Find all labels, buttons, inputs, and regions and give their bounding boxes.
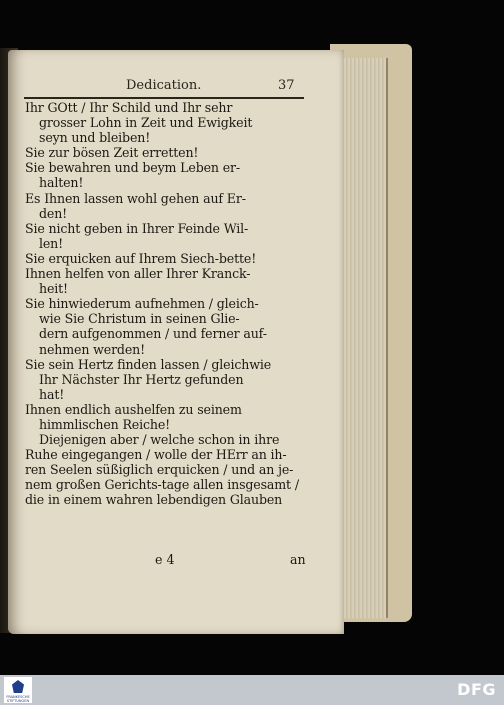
text-line: ren Seelen süßiglich erquicken / und an je- <box>25 462 294 478</box>
text-line: wie Sie Christum in seinen Glie- <box>39 311 240 327</box>
text-line: heit! <box>39 281 68 297</box>
signature-mark: e 4 <box>155 552 175 567</box>
text-line: seyn und bleiben! <box>39 130 151 146</box>
text-line: hat! <box>39 386 65 402</box>
text-line: grosser Lohn in Zeit und Ewigkeit <box>39 115 253 131</box>
institution-logo[interactable] <box>4 677 32 703</box>
text-line: dern aufgenommen / und ferner auf- <box>39 326 267 342</box>
text-line: Diejenigen aber / welche schon in ihre <box>39 432 280 448</box>
text-line: Ihnen helfen von aller Ihrer Kranck- <box>25 266 251 282</box>
text-line: Sie zur bösen Zeit erretten! <box>25 145 199 161</box>
body-text <box>25 100 305 508</box>
dfg-logo[interactable]: DFG <box>457 680 496 699</box>
catchword: an <box>290 552 306 567</box>
text-line: Es Ihnen lassen wohl gehen auf Er- <box>25 190 246 206</box>
page-number: 37 <box>278 78 295 93</box>
text-line: die in einem wahren lebendigen Glauben <box>25 492 283 508</box>
logo-emblem-icon <box>12 680 24 693</box>
logo-caption: FRANKESCHE STIFTUNGEN <box>6 695 30 703</box>
text-line: Sie erquicken auf Ihrem Siech-bette! <box>25 250 257 266</box>
text-line: nehmen werden! <box>39 341 146 357</box>
book-page <box>8 50 344 634</box>
header-rule <box>24 97 304 99</box>
running-head: Dedication. <box>126 78 202 93</box>
viewer-footer-bar <box>0 675 504 705</box>
text-line: Ruhe eingegangen / wolle der HErr an ih- <box>25 447 287 463</box>
text-line: Sie hinwiederum aufnehmen / gleich- <box>25 296 259 312</box>
text-line: nem großen Gerichts-tage allen insgesamt / <box>25 477 299 493</box>
text-line: len! <box>39 235 64 251</box>
text-line: Sie nicht geben in Ihrer Feinde Wil- <box>25 220 249 236</box>
text-line: himmlischen Reiche! <box>39 416 171 432</box>
text-line: Sie sein Hertz finden lassen / gleichwie <box>25 356 272 372</box>
text-line: Sie bewahren und beym Leben er- <box>25 160 240 176</box>
text-line: Ihr GOtt / Ihr Schild und Ihr sehr <box>25 100 233 115</box>
text-line: den! <box>39 205 68 221</box>
text-line: Ihnen endlich aushelfen zu seinem <box>25 401 242 417</box>
text-line: halten! <box>39 175 84 191</box>
text-line: Ihr Nächster Ihr Hertz gefunden <box>39 371 244 387</box>
page-header <box>8 78 344 98</box>
